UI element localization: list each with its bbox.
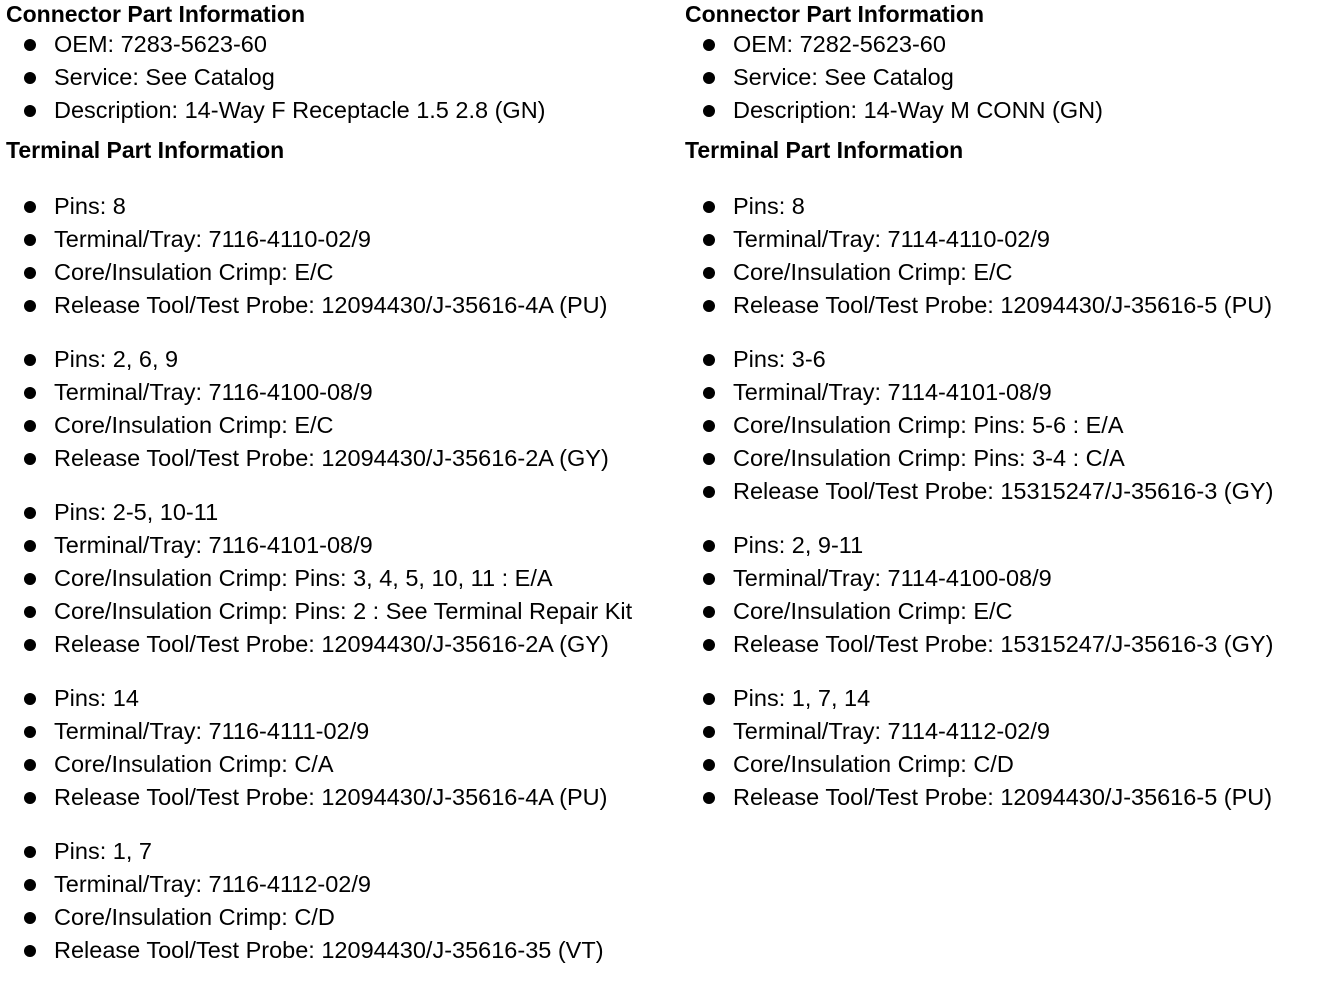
- bullet-icon: [24, 420, 36, 432]
- list-item-text: Terminal/Tray: 7114-4100-08/9: [733, 565, 1052, 591]
- list-item: [6, 595, 676, 628]
- terminal-group: [685, 343, 1325, 508]
- list-item-text: Pins: 2, 6, 9: [54, 346, 179, 372]
- list-item-text: Core/Insulation Crimp: Pins: 2 : See Terminal Repair Kit: [54, 598, 633, 624]
- list-item: [685, 409, 1325, 442]
- bullet-icon: [703, 354, 715, 366]
- list-item: [6, 442, 676, 475]
- list-item-text: Core/Insulation Crimp: Pins: 3, 4, 5, 10, 11 : E/A: [54, 565, 553, 591]
- bullet-icon: [24, 300, 36, 312]
- list-item-text: Terminal/Tray: 7114-4101-08/9: [733, 379, 1052, 405]
- terminal-part-heading: Terminal Part Information: [685, 137, 964, 163]
- bullet-icon: [24, 39, 36, 51]
- bullet-icon: [24, 759, 36, 771]
- list-item: [6, 289, 676, 322]
- list-item-text: Service: See Catalog: [733, 64, 954, 90]
- list-item: [6, 682, 676, 715]
- list-item-text: Core/Insulation Crimp: Pins: 3-4 : C/A: [733, 445, 1125, 471]
- list-item-text: Release Tool/Test Probe: 15315247/J-35616-3 (GY): [733, 478, 1274, 504]
- bullet-icon: [703, 105, 715, 117]
- list-item-text: Release Tool/Test Probe: 12094430/J-35616-5 (PU): [733, 784, 1273, 810]
- list-item: [685, 529, 1325, 562]
- list-item: [6, 901, 676, 934]
- bullet-icon: [703, 234, 715, 246]
- list-item: [685, 475, 1325, 508]
- terminal-group: [685, 682, 1325, 814]
- bullet-icon: [24, 792, 36, 804]
- list-item-text: Release Tool/Test Probe: 15315247/J-35616-3 (GY): [733, 631, 1274, 657]
- list-item-text: Terminal/Tray: 7116-4112-02/9: [54, 871, 371, 897]
- list-item: [685, 94, 1325, 127]
- list-item-text: Core/Insulation Crimp: E/C: [54, 259, 334, 285]
- list-item: [685, 715, 1325, 748]
- list-item-text: Service: See Catalog: [54, 64, 275, 90]
- list-item: [685, 256, 1325, 289]
- list-item: [6, 256, 676, 289]
- bullet-icon: [703, 606, 715, 618]
- bullet-icon: [24, 693, 36, 705]
- list-item-text: Core/Insulation Crimp: C/D: [54, 904, 335, 930]
- connector-part-heading: Connector Part Information: [6, 1, 306, 27]
- bullet-icon: [703, 300, 715, 312]
- list-item: [685, 628, 1325, 661]
- list-item: [685, 748, 1325, 781]
- terminal-group: [685, 529, 1325, 661]
- list-item-text: Release Tool/Test Probe: 12094430/J-35616-35 (VT): [54, 937, 604, 963]
- list-item: [685, 289, 1325, 322]
- list-item: [6, 223, 676, 256]
- list-item: [685, 442, 1325, 475]
- bullet-icon: [703, 759, 715, 771]
- list-item-text: Pins: 3-6: [733, 346, 826, 372]
- list-item: [685, 223, 1325, 256]
- terminal-part-groups: [685, 190, 1325, 814]
- list-item-text: Pins: 2-5, 10-11: [54, 499, 219, 525]
- terminal-group: [6, 682, 676, 814]
- list-item-text: Pins: 8: [733, 193, 805, 219]
- bullet-icon: [24, 879, 36, 891]
- list-item-text: Pins: 1, 7: [54, 838, 152, 864]
- list-item: [6, 343, 676, 376]
- terminal-group: [6, 343, 676, 475]
- bullet-icon: [703, 693, 715, 705]
- list-item-text: Release Tool/Test Probe: 12094430/J-35616-2A (GY): [54, 631, 609, 657]
- bullet-icon: [24, 945, 36, 957]
- list-item-text: OEM: 7282-5623-60: [733, 31, 946, 57]
- left-column: [6, 0, 676, 967]
- bullet-icon: [703, 573, 715, 585]
- bullet-icon: [703, 540, 715, 552]
- list-item-text: Release Tool/Test Probe: 12094430/J-35616-4A (PU): [54, 784, 608, 810]
- list-item: [6, 562, 676, 595]
- list-item: [6, 748, 676, 781]
- terminal-part-groups: [6, 190, 676, 967]
- list-item-text: OEM: 7283-5623-60: [54, 31, 267, 57]
- list-item: [685, 781, 1325, 814]
- list-item: [685, 376, 1325, 409]
- list-item: [685, 28, 1325, 61]
- list-item: [6, 94, 676, 127]
- bullet-icon: [24, 72, 36, 84]
- list-item-text: Terminal/Tray: 7116-4101-08/9: [54, 532, 373, 558]
- list-item-text: Pins: 8: [54, 193, 126, 219]
- connector-part-list: [685, 28, 1325, 127]
- bullet-icon: [24, 726, 36, 738]
- bullet-icon: [24, 639, 36, 651]
- bullet-icon: [24, 234, 36, 246]
- terminal-group: [6, 496, 676, 661]
- terminal-group: [685, 190, 1325, 322]
- list-item-text: Pins: 2, 9-11: [733, 532, 864, 558]
- connector-part-list: [6, 28, 676, 127]
- list-item: [685, 190, 1325, 223]
- list-item: [685, 61, 1325, 94]
- list-item-text: Description: 14-Way M CONN (GN): [733, 97, 1103, 123]
- bullet-icon: [24, 267, 36, 279]
- list-item-text: Terminal/Tray: 7116-4110-02/9: [54, 226, 371, 252]
- bullet-icon: [24, 105, 36, 117]
- bullet-icon: [703, 387, 715, 399]
- bullet-icon: [703, 792, 715, 804]
- bullet-icon: [24, 354, 36, 366]
- list-item: [685, 595, 1325, 628]
- list-item-text: Release Tool/Test Probe: 12094430/J-35616-4A (PU): [54, 292, 608, 318]
- list-item: [685, 682, 1325, 715]
- list-item-text: Terminal/Tray: 7114-4112-02/9: [733, 718, 1050, 744]
- bullet-icon: [703, 39, 715, 51]
- list-item: [6, 409, 676, 442]
- list-item: [6, 934, 676, 967]
- bullet-icon: [24, 387, 36, 399]
- bullet-icon: [703, 486, 715, 498]
- list-item: [6, 715, 676, 748]
- bullet-icon: [703, 267, 715, 279]
- bullet-icon: [24, 201, 36, 213]
- list-item: [685, 562, 1325, 595]
- bullet-icon: [703, 639, 715, 651]
- list-item-text: Pins: 14: [54, 685, 139, 711]
- list-item-text: Description: 14-Way F Receptacle 1.5 2.8 (GN): [54, 97, 546, 123]
- connector-part-heading: Connector Part Information: [685, 1, 985, 27]
- terminal-part-heading: Terminal Part Information: [6, 137, 285, 163]
- bullet-icon: [24, 453, 36, 465]
- list-item: [6, 376, 676, 409]
- list-item: [6, 28, 676, 61]
- list-item: [6, 835, 676, 868]
- right-column: [685, 0, 1325, 814]
- list-item: [6, 496, 676, 529]
- bullet-icon: [703, 453, 715, 465]
- list-item-text: Release Tool/Test Probe: 12094430/J-35616-2A (GY): [54, 445, 609, 471]
- terminal-group: [6, 190, 676, 322]
- list-item-text: Release Tool/Test Probe: 12094430/J-35616-5 (PU): [733, 292, 1273, 318]
- bullet-icon: [703, 420, 715, 432]
- terminal-group: [6, 835, 676, 967]
- bullet-icon: [24, 606, 36, 618]
- list-item-text: Core/Insulation Crimp: C/D: [733, 751, 1014, 777]
- bullet-icon: [703, 201, 715, 213]
- bullet-icon: [24, 912, 36, 924]
- list-item-text: Core/Insulation Crimp: E/C: [733, 259, 1013, 285]
- list-item: [6, 61, 676, 94]
- list-item-text: Core/Insulation Crimp: E/C: [733, 598, 1013, 624]
- list-item: [6, 190, 676, 223]
- list-item-text: Terminal/Tray: 7116-4100-08/9: [54, 379, 373, 405]
- list-item: [6, 529, 676, 562]
- list-item-text: Core/Insulation Crimp: E/C: [54, 412, 334, 438]
- bullet-icon: [24, 540, 36, 552]
- bullet-icon: [703, 726, 715, 738]
- bullet-icon: [24, 507, 36, 519]
- list-item: [6, 868, 676, 901]
- list-item: [6, 781, 676, 814]
- bullet-icon: [24, 846, 36, 858]
- list-item: [6, 628, 676, 661]
- list-item-text: Pins: 1, 7, 14: [733, 685, 871, 711]
- list-item-text: Terminal/Tray: 7114-4110-02/9: [733, 226, 1050, 252]
- list-item: [685, 343, 1325, 376]
- bullet-icon: [24, 573, 36, 585]
- list-item-text: Core/Insulation Crimp: C/A: [54, 751, 334, 777]
- bullet-icon: [703, 72, 715, 84]
- list-item-text: Terminal/Tray: 7116-4111-02/9: [54, 718, 370, 744]
- list-item-text: Core/Insulation Crimp: Pins: 5-6 : E/A: [733, 412, 1124, 438]
